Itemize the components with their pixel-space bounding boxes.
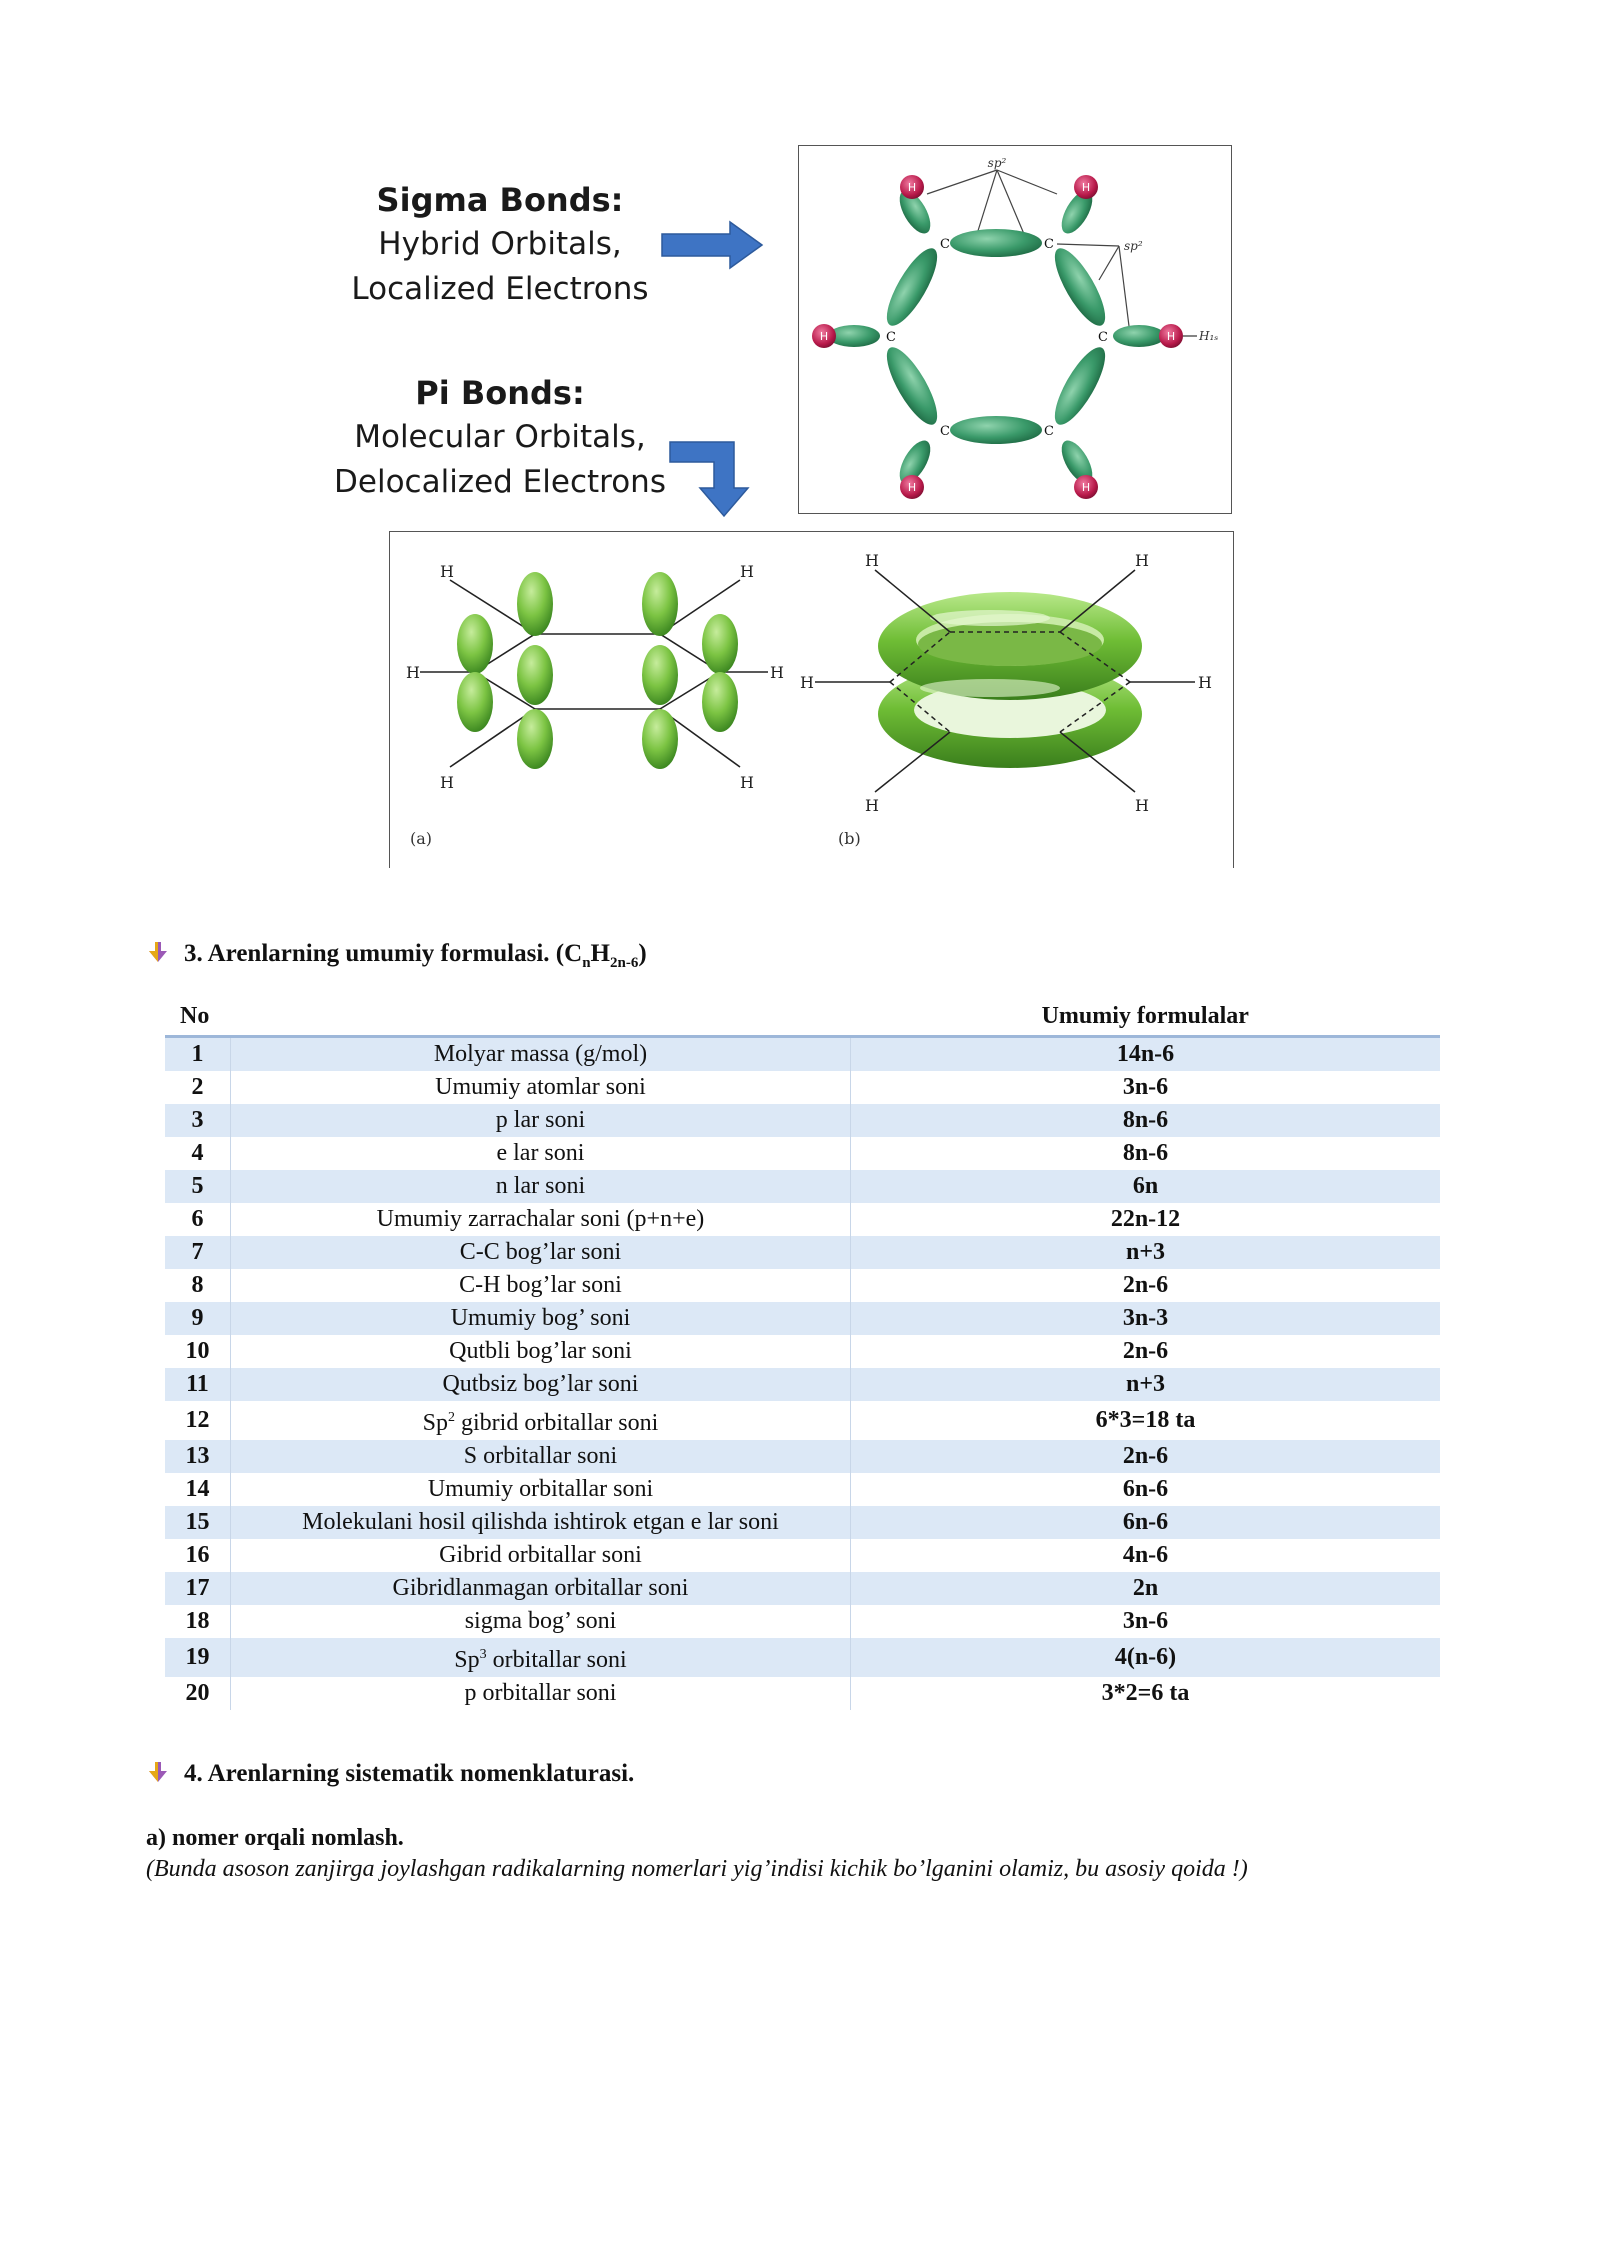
row-number: 9	[165, 1302, 230, 1335]
svg-text:H: H	[800, 673, 814, 692]
svg-text:C: C	[1098, 330, 1108, 345]
pi-line-1: Molecular Orbitals,	[354, 419, 646, 455]
section-3-title: 3. Arenlarning umumiy formulasi.	[184, 940, 550, 967]
row-number: 1	[165, 1037, 230, 1072]
svg-text:C: C	[886, 330, 896, 345]
row-number: 6	[165, 1203, 230, 1236]
row-description: sigma bog’ soni	[230, 1605, 850, 1638]
desc-prefix: Sp	[422, 1410, 448, 1436]
arrow-bullet-icon	[146, 940, 170, 964]
row-formula: 2n-6	[1122, 1338, 1169, 1364]
row-description: S orbitallar soni	[230, 1440, 850, 1473]
benzene-pi-orbitals	[390, 532, 1232, 867]
row-formula: 3*2=6 ta	[1101, 1680, 1190, 1706]
row-description: Umumiy atomlar soni	[230, 1071, 850, 1104]
table-row	[165, 1440, 1440, 1473]
svg-text:H: H	[1198, 673, 1212, 692]
row-number: 3	[165, 1104, 230, 1137]
row-formula: n+3	[850, 1368, 1440, 1401]
row-formula: 8n-6	[1122, 1140, 1169, 1166]
svg-text:H: H	[819, 330, 829, 343]
svg-text:H: H	[740, 562, 754, 581]
h1s-label: H₁ₛ	[1199, 329, 1219, 343]
row-description: Umumiy orbitallar soni	[230, 1473, 850, 1506]
section-4-heading	[146, 1760, 634, 1788]
pi-bond-diagram	[389, 531, 1234, 868]
row-formula: 8n-6	[850, 1104, 1440, 1137]
table-row	[165, 1539, 1440, 1572]
row-number: 10	[165, 1335, 230, 1368]
pi-title: Pi Bonds:	[415, 374, 585, 412]
sigma-label-block	[330, 178, 670, 312]
desc-prefix: Sp	[454, 1647, 480, 1673]
arrow-bullet-icon	[146, 1760, 170, 1784]
subheading-a: a) nomer orqali nomlash.	[146, 1825, 404, 1851]
header-formula: Umumiy formulalar	[850, 998, 1440, 1037]
svg-text:H: H	[1166, 330, 1176, 343]
table-header-row	[165, 998, 1440, 1037]
table-row	[165, 1638, 1440, 1677]
section-3-heading: 3. Arenlarning umumiy formulasi. $(C_nH_{2n-6})$	[146, 940, 647, 972]
row-description: Umumiy bog’ soni	[230, 1302, 850, 1335]
table-row	[165, 1401, 1440, 1440]
table-row	[165, 1605, 1440, 1638]
row-formula: 3n-6	[1122, 1074, 1169, 1100]
table-row	[165, 1368, 1440, 1401]
desc-suffix: gibrid orbitallar soni	[455, 1410, 659, 1436]
sigma-title: Sigma Bonds:	[376, 181, 624, 219]
table-row	[165, 1037, 1440, 1072]
row-formula: 6n-6	[1122, 1476, 1169, 1502]
pi-line-2: Delocalized Electrons	[334, 464, 666, 500]
row-description: p orbitallar soni	[230, 1677, 850, 1710]
svg-text:H: H	[865, 551, 879, 570]
table-row	[165, 1137, 1440, 1170]
desc-suffix: orbitallar soni	[486, 1647, 627, 1673]
row-formula: 6*3=18 ta	[1095, 1407, 1196, 1433]
row-formula: 2n	[850, 1572, 1440, 1605]
row-formula: 3n-3	[850, 1302, 1440, 1335]
pi-label-block	[330, 371, 670, 505]
row-description: Gibrid orbitallar soni	[230, 1539, 850, 1572]
svg-text:H: H	[907, 181, 917, 194]
table-row	[165, 1506, 1440, 1539]
row-number: 8	[165, 1269, 230, 1302]
row-number: 18	[165, 1605, 230, 1638]
row-description: Qutbli bog’lar soni	[230, 1335, 850, 1368]
table-row	[165, 1473, 1440, 1506]
table-body	[165, 1037, 1440, 1711]
table-row	[165, 1071, 1440, 1104]
row-number: 11	[165, 1368, 230, 1401]
svg-text:C: C	[940, 237, 950, 252]
row-number: 15	[165, 1506, 230, 1539]
svg-text:H: H	[1081, 481, 1091, 494]
svg-text:H: H	[865, 796, 879, 815]
row-number: 16	[165, 1539, 230, 1572]
svg-text:H: H	[440, 773, 454, 792]
row-description: Molekulani hosil qilishda ishtirok etgan e lar soni	[230, 1506, 850, 1539]
sp2-label-top: sp²	[987, 156, 1007, 170]
row-number: 20	[165, 1677, 230, 1710]
svg-text:H: H	[1135, 551, 1149, 570]
table-row	[165, 1302, 1440, 1335]
row-description: Molyar massa (g/mol)	[230, 1037, 850, 1072]
table-row	[165, 1572, 1440, 1605]
row-description: n lar soni	[230, 1170, 850, 1203]
svg-text:H: H	[1081, 181, 1091, 194]
row-number: 12	[165, 1401, 230, 1440]
caption-b: (b)	[838, 829, 861, 848]
section-4-title: 4. Arenlarning sistematik nomenklaturasi.	[184, 1760, 635, 1787]
row-formula: 2n-6	[850, 1440, 1440, 1473]
bent-arrow-icon	[668, 440, 758, 518]
right-arrow-icon	[660, 220, 765, 270]
svg-text:C: C	[1044, 424, 1054, 439]
row-number: 2	[165, 1071, 230, 1104]
svg-text:H: H	[770, 663, 784, 682]
row-number: 4	[165, 1137, 230, 1170]
svg-text:H: H	[740, 773, 754, 792]
row-description: Umumiy zarrachalar soni (p+n+e)	[230, 1203, 850, 1236]
row-formula: 6n	[850, 1170, 1440, 1203]
header-description	[230, 998, 850, 1037]
sigma-line-2: Localized Electrons	[351, 271, 649, 307]
row-description	[230, 1638, 850, 1677]
table-row	[165, 1236, 1440, 1269]
benzene-sigma-orbitals	[799, 146, 1230, 512]
row-number: 5	[165, 1170, 230, 1203]
table-row	[165, 1335, 1440, 1368]
row-formula: 4(n-6)	[850, 1638, 1440, 1677]
formula-c: C	[564, 940, 583, 967]
row-formula: 22n-12	[1110, 1206, 1181, 1232]
table-row	[165, 1269, 1440, 1302]
formula-sub: 2n-6	[609, 955, 639, 971]
header-no: No	[165, 998, 230, 1037]
row-description	[230, 1401, 850, 1440]
row-description: Gibridlanmagan orbitallar soni	[230, 1572, 850, 1605]
formula-h: H	[590, 940, 610, 967]
table-row	[165, 1104, 1440, 1137]
row-description: Qutbsiz bog’lar soni	[230, 1368, 850, 1401]
row-description: C-C bog’lar soni	[230, 1236, 850, 1269]
caption-a: (a)	[410, 829, 433, 848]
formula-table	[165, 998, 1440, 1710]
row-formula: 14n-6	[850, 1037, 1440, 1072]
svg-text:H: H	[440, 562, 454, 581]
row-description: C-H bog’lar soni	[230, 1269, 850, 1302]
svg-text:H: H	[406, 663, 420, 682]
row-formula: n+3	[850, 1236, 1440, 1269]
sigma-bond-diagram	[798, 145, 1232, 514]
table-row	[165, 1203, 1440, 1236]
row-number: 19	[165, 1638, 230, 1677]
svg-text:H: H	[907, 481, 917, 494]
row-number: 7	[165, 1236, 230, 1269]
table-row	[165, 1170, 1440, 1203]
row-formula: 6n-6	[850, 1506, 1440, 1539]
table-row	[165, 1677, 1440, 1710]
row-description: e lar soni	[230, 1137, 850, 1170]
row-number: 14	[165, 1473, 230, 1506]
formula-n: n	[582, 955, 591, 971]
row-description: p lar soni	[230, 1104, 850, 1137]
row-number: 17	[165, 1572, 230, 1605]
svg-text:H: H	[1135, 796, 1149, 815]
row-formula: 2n-6	[1122, 1272, 1169, 1298]
rule-note: (Bunda asoson zanjirga joylashgan radikalarning nomerlari yig’indisi kichik bo’lganini olamiz, bu asosiy qoida !)	[146, 1856, 1248, 1882]
sigma-line-1: Hybrid Orbitals,	[378, 226, 622, 262]
row-formula: 3n-6	[1122, 1608, 1169, 1634]
row-number: 13	[165, 1440, 230, 1473]
row-formula: 4n-6	[1122, 1542, 1169, 1568]
svg-text:C: C	[1044, 237, 1054, 252]
desc-superscript: 3	[479, 1647, 487, 1662]
sp2-label-right: sp²	[1124, 239, 1143, 253]
desc-superscript: 2	[448, 1410, 455, 1425]
svg-text:C: C	[940, 424, 950, 439]
